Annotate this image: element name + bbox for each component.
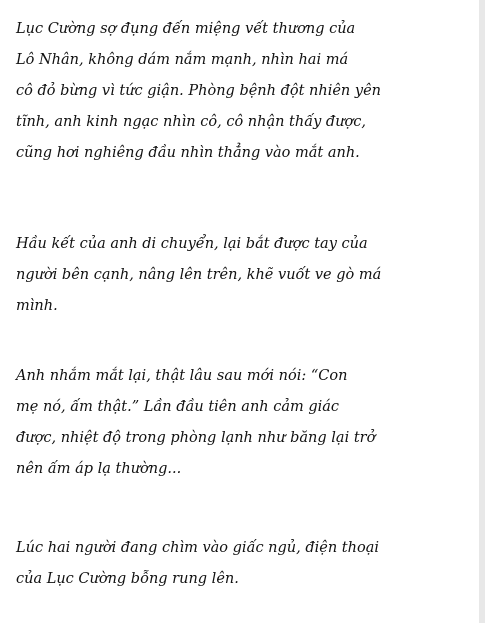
- text-line: Lục Cường sợ đụng đến miệng vết thương của: [16, 21, 356, 37]
- text-line: mẹ nó, ấm thật.” Lần đầu tiên anh cảm giác: [16, 399, 340, 415]
- text-line: Hầu kết của anh di chuyển, lại bắt được tay của: [16, 236, 368, 252]
- text-line: của Lục Cường bỗng rung lên.: [16, 571, 239, 587]
- paragraph: [16, 533, 478, 595]
- text-line: người bên cạnh, nâng lên trên, khẽ vuốt ve gò má: [16, 267, 382, 283]
- text-line: Lúc hai người đang chìm vào giấc ngủ, điện thoại: [16, 540, 379, 556]
- text-line: cũng hơi nghiêng đầu nhìn thẳng vào mắt anh.: [16, 145, 360, 161]
- paragraph: [16, 229, 478, 322]
- text-line: Anh nhắm mắt lại, thật lâu sau mới nói: “Con: [16, 368, 348, 384]
- text-line: tĩnh, anh kinh ngạc nhìn cô, cô nhận thấy được,: [16, 114, 366, 130]
- text-line: mình.: [16, 298, 58, 314]
- text-line: Lô Nhân, không dám nắm mạnh, nhìn hai má: [16, 52, 349, 68]
- text-line: được, nhiệt độ trong phòng lạnh như băng lại trở: [16, 430, 376, 446]
- paragraph: [16, 14, 478, 169]
- text-line: nên ấm áp lạ thường...: [16, 461, 182, 477]
- text-line: cô đỏ bừng vì tức giận. Phòng bệnh đột nhiên yên: [16, 83, 381, 99]
- paragraph: [16, 361, 478, 485]
